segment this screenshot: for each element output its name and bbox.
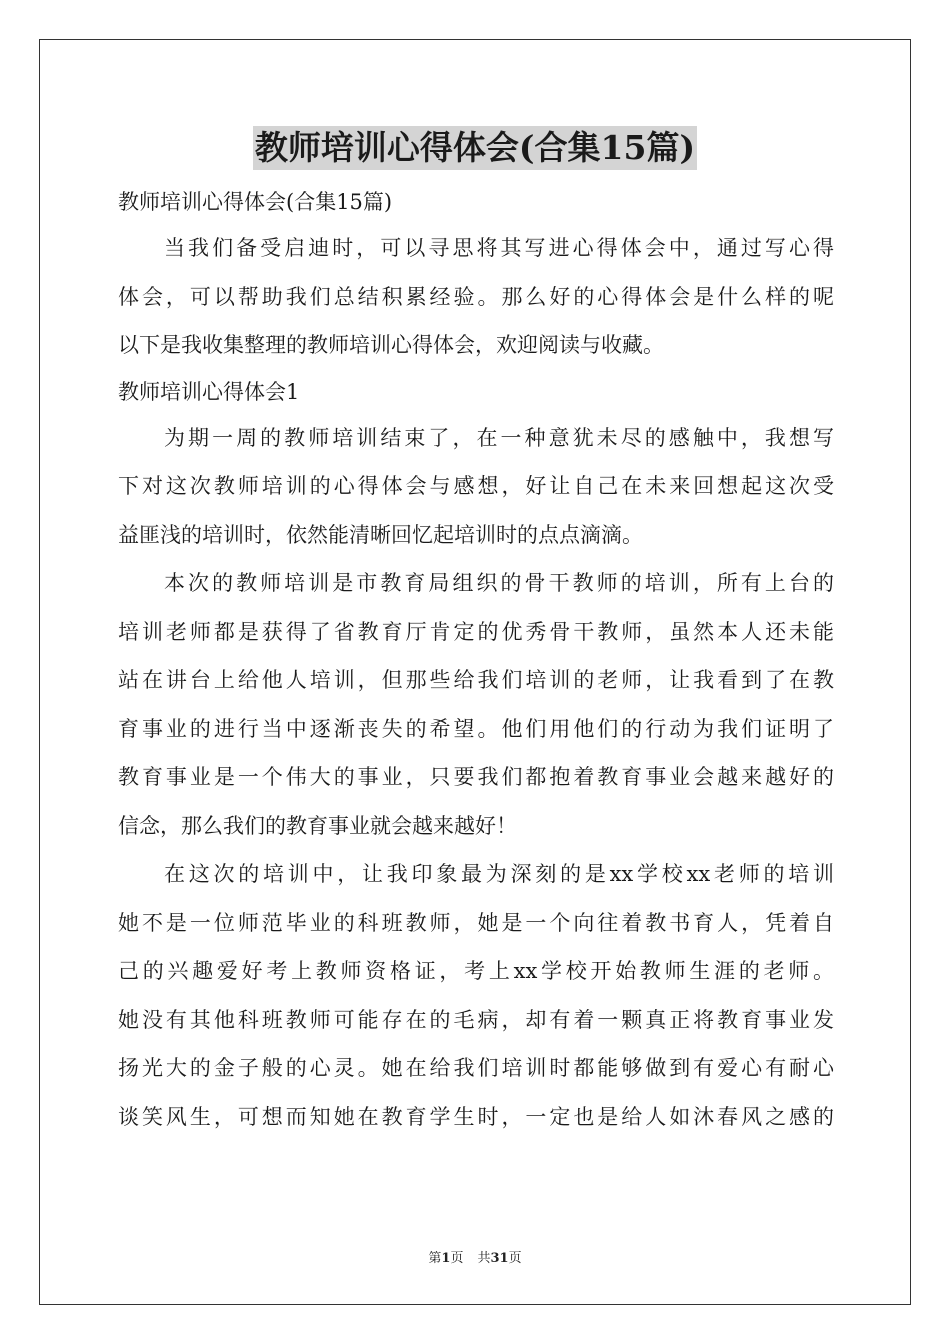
document-title: 教师培训心得体会(合集15篇) bbox=[253, 126, 697, 170]
section-heading: 教师培训心得体会1 bbox=[118, 379, 300, 404]
page-footer bbox=[0, 1247, 950, 1266]
paragraph-line: 己的兴趣爱好考上教师资格证，考上xx学校开始教师生涯的老师。 bbox=[118, 959, 834, 983]
paragraph-line: 当我们备受启迪时，可以寻思将其写进心得体会中，通过写心得 bbox=[164, 236, 834, 260]
paragraph-line: 培训老师都是获得了省教育厅肯定的优秀骨干教师，虽然本人还未能 bbox=[118, 619, 834, 644]
paragraph-line: 体会，可以帮助我们总结积累经验。那么好的心得体会是什么样的呢 bbox=[118, 284, 834, 309]
title-container bbox=[0, 126, 950, 170]
paragraph-line: 她不是一位师范毕业的科班教师，她是一个向往着教书育人，凭着自 bbox=[118, 910, 834, 935]
paragraph-line: 为期一周的教师培训结束了，在一种意犹未尽的感触中，我想写 bbox=[164, 425, 834, 450]
current-page-number: 1 bbox=[441, 1251, 451, 1266]
paragraph-line: 扬光大的金子般的心灵。她在给我们培训时都能够做到有爱心有耐心 bbox=[118, 1056, 834, 1080]
paragraph-line: 她没有其他科班教师可能存在的毛病，却有着一颗真正将教育事业发 bbox=[118, 1007, 834, 1032]
paragraph-line: 信念，那么我们的教育事业就会越来越好！ bbox=[118, 813, 517, 838]
paragraph-1 bbox=[118, 414, 834, 560]
total-pages-prefix: 共 bbox=[477, 1251, 491, 1266]
page-number-prefix: 第 bbox=[428, 1251, 442, 1266]
document-body bbox=[118, 180, 834, 1141]
paragraph-line: 益匪浅的培训时，依然能清晰回忆起培训时的点点滴滴。 bbox=[118, 522, 643, 547]
paragraph-line: 下对这次教师培训的心得体会与感想，好让自己在未来回想起这次受 bbox=[118, 474, 834, 498]
paragraph-line: 本次的教师培训是市教育局组织的骨干教师的培训，所有上台的 bbox=[164, 571, 834, 595]
total-page-count: 31 bbox=[490, 1251, 509, 1266]
paragraph-2 bbox=[118, 559, 834, 850]
paragraph-line: 育事业的进行当中逐渐丧失的希望。他们用他们的行动为我们证明了 bbox=[118, 716, 834, 741]
paragraph-3 bbox=[118, 850, 834, 1141]
paragraph-line: 以下是我收集整理的教师培训心得体会，欢迎阅读与收藏。 bbox=[118, 333, 664, 357]
document-subtitle: 教师培训心得体会(合集15篇) bbox=[118, 190, 393, 214]
page-number-suffix: 页 bbox=[450, 1251, 464, 1266]
paragraph-line: 谈笑风生，可想而知她在教育学生时，一定也是给人如沐春风之感的 bbox=[118, 1104, 834, 1129]
paragraph-line: 站在讲台上给他人培训，但那些给我们培训的老师，让我看到了在教 bbox=[118, 668, 834, 692]
total-pages-suffix: 页 bbox=[508, 1251, 522, 1266]
paragraph-line: 在这次的培训中，让我印象最为深刻的是xx学校xx老师的培训 bbox=[164, 862, 834, 886]
intro-paragraph bbox=[118, 224, 834, 370]
paragraph-line: 教育事业是一个伟大的事业，只要我们都抱着教育事业会越来越好的 bbox=[118, 765, 834, 789]
